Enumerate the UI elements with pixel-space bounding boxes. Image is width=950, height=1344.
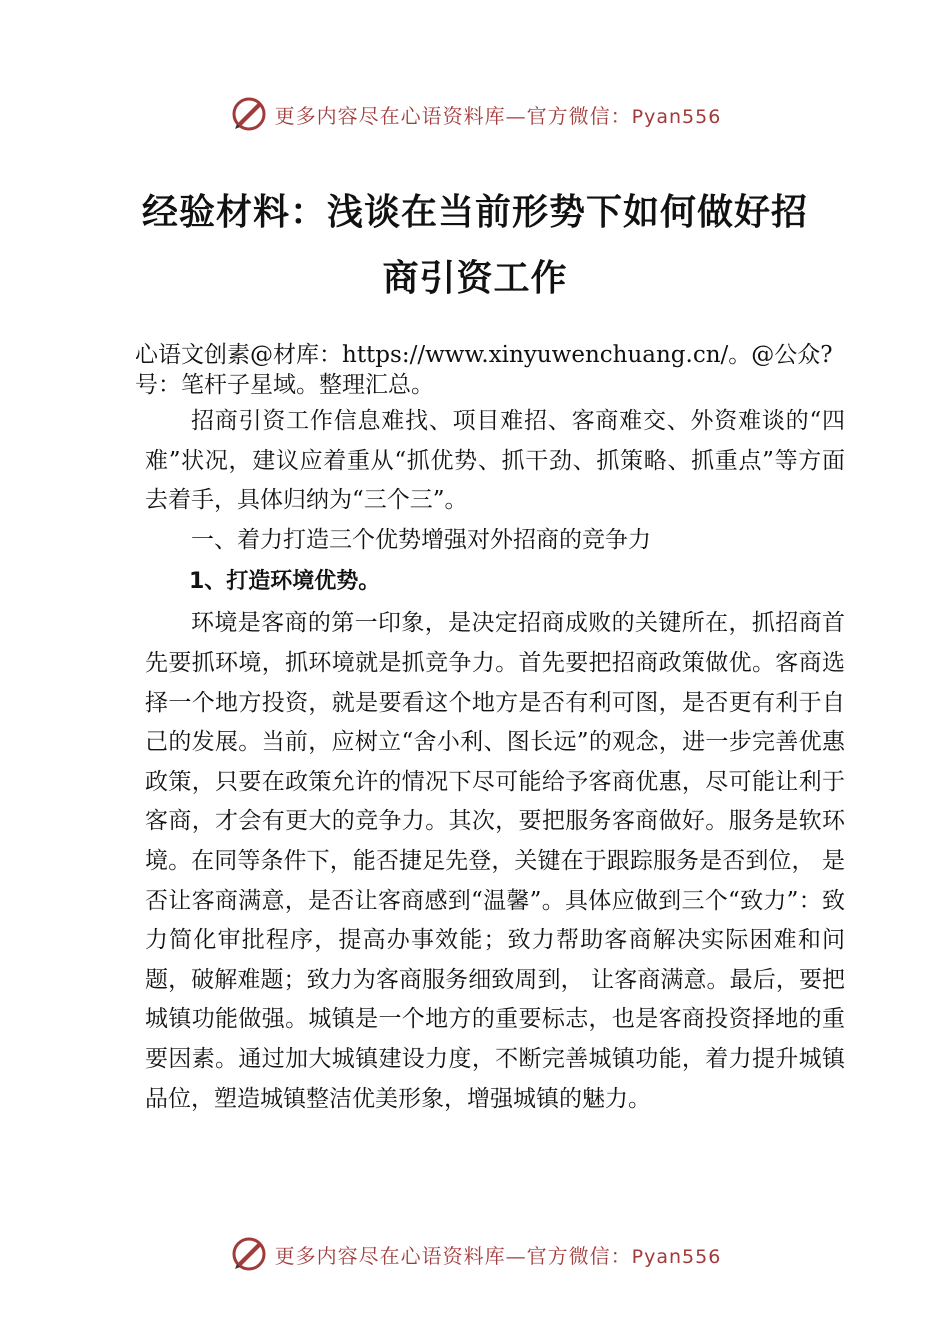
page-title	[120, 180, 830, 312]
footer-banner	[0, 1234, 950, 1274]
section-heading-1: 一、着力打造三个优势增强对外招商的竞争力	[191, 526, 651, 553]
title-line-1: 经验材料：浅谈在当前形势下如何做好招	[141, 192, 808, 233]
body-paragraph-1: 环境是客商的第一印象，是决定招商成败的关键所在，抓招商首先要抓环境，抓环境就是抓竞争力。首先要把招商政策做优。客商选择一个地方投资，就是要看这个地方是否有利可图，是否更有利于自己的发展。当前，应树立“舍小利、图长远”的观念，进一步完善优惠政策，只要在政策允许的情况下尽可能给予客商优惠，尽可能让利于客商，才会有更大的竞争力。其次，要把服务客商做好。服务是软环境。在同等条件下，能否捷足先登，关键在于跟踪服务是否到位， 是否让客商满意，是否让客商感到“温馨”。具体应做到三个“致力”：致力简化审批程序，提高办事效能；致力帮助客商解决实际困难和问题，破解难题；致力为客商服务细致周到， 让客商满意。最后，要把城镇功能做强。城镇是一个地方的重要标志，也是客商投资择地的重要因素。通过加大城镇建设力度，不断完善城镇功能，着力提升城镇品位，塑造城镇整洁优美形象，增强城镇的魅力。	[145, 610, 845, 1112]
pen-logo-icon	[229, 94, 269, 134]
intro-paragraph: 招商引资工作信息难找、项目难招、客商难交、外资难谈的“四难”状况，建议应着重从“抓优势、抓干劲、抓策略、抓重点”等方面去着手，具体归纳为“三个三”。	[145, 408, 845, 514]
header-banner	[0, 94, 950, 134]
wechat-id: Pyan556	[631, 105, 722, 128]
document-body	[135, 340, 845, 1119]
title-line-2: 商引资工作	[382, 258, 568, 299]
source-note: 心语文创素@材库：https://www.xinyuwenchuang.cn/。@公众?号：笔杆子星域。整理汇总。	[135, 342, 833, 398]
pen-logo-icon	[229, 1234, 269, 1274]
banner-text: 更多内容尽在心语资料库—官方微信：Pyan556	[274, 1243, 722, 1268]
subheading-1: 1、打造环境优势。	[189, 569, 381, 595]
wechat-id: Pyan556	[631, 1245, 722, 1268]
banner-text: 更多内容尽在心语资料库—官方微信：Pyan556	[274, 103, 722, 128]
